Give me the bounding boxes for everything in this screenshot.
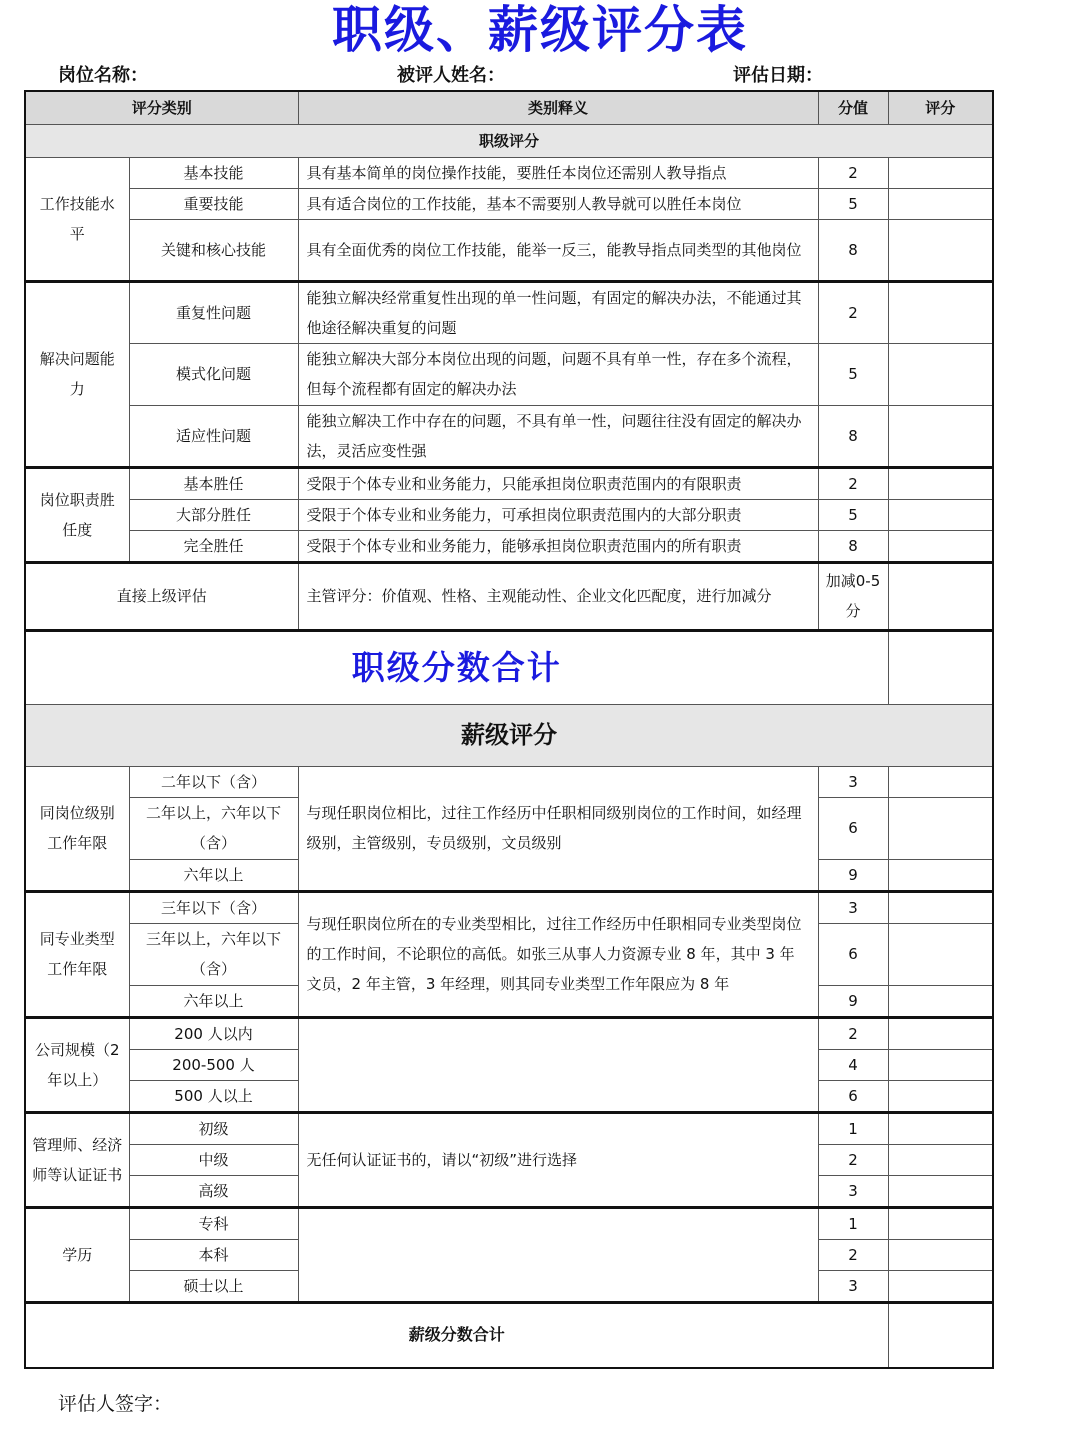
score-cell[interactable]: [888, 188, 993, 219]
score-cell[interactable]: [888, 859, 993, 891]
group-label: 岗位职责胜任度: [25, 467, 129, 562]
item-points: 5: [818, 343, 888, 405]
page-title: 职级、薪级评分表: [332, 1, 748, 59]
item-points: 2: [818, 1144, 888, 1175]
total-row: [25, 630, 993, 704]
item-points: 3: [818, 891, 888, 923]
score-cell[interactable]: [888, 281, 993, 343]
score-cell[interactable]: [888, 923, 993, 985]
score-cell[interactable]: [888, 343, 993, 405]
table-row: [25, 530, 993, 562]
item-description: 受限于个体专业和业务能力，只能承担岗位职责范围内的有限职责: [298, 467, 818, 499]
item-description: 具有基本简单的岗位操作技能，要胜任本岗位还需别人教导指点: [298, 157, 818, 188]
group-label: 学历: [25, 1207, 129, 1302]
table-row: [25, 1207, 993, 1239]
sub-item: 三年以上，六年以下（含）: [129, 923, 298, 985]
sub-item: 模式化问题: [129, 343, 298, 405]
job-total-label: 职级分数合计: [25, 630, 888, 704]
score-table: [24, 90, 994, 1369]
item-description: 能独立解决工作中存在的问题，不具有单一性，问题往往没有固定的解决办法，灵活应变性强: [298, 405, 818, 467]
item-description: 具有适合岗位的工作技能，基本不需要别人教导就可以胜任本岗位: [298, 188, 818, 219]
item-points: 3: [818, 1270, 888, 1302]
item-points: 6: [818, 923, 888, 985]
item-points: 2: [818, 1017, 888, 1049]
sub-item: 本科: [129, 1239, 298, 1270]
table-row: [25, 1112, 993, 1144]
sub-item: 二年以下（含）: [129, 766, 298, 797]
item-points: 5: [818, 499, 888, 530]
total-row: [25, 1302, 993, 1368]
item-description: 受限于个体专业和业务能力，能够承担岗位职责范围内的所有职责: [298, 530, 818, 562]
score-cell[interactable]: [888, 1017, 993, 1049]
evaluatee-name-label: 被评人姓名：: [397, 65, 505, 86]
sub-item: 中级: [129, 1144, 298, 1175]
table-row: [25, 343, 993, 405]
table-row: [25, 219, 993, 281]
score-cell[interactable]: [888, 891, 993, 923]
item-points: 6: [818, 1080, 888, 1112]
score-cell[interactable]: [888, 1144, 993, 1175]
sub-item: 三年以下（含）: [129, 891, 298, 923]
sub-item: 基本胜任: [129, 467, 298, 499]
group-label: 工作技能水平: [25, 157, 129, 281]
item-points: 1: [818, 1112, 888, 1144]
group-label: 同专业类型工作年限: [25, 891, 129, 1017]
table-row: [25, 562, 993, 630]
item-points: 2: [818, 157, 888, 188]
sub-item: 高级: [129, 1175, 298, 1207]
sub-item: 完全胜任: [129, 530, 298, 562]
item-points: 2: [818, 1239, 888, 1270]
item-points: 8: [818, 219, 888, 281]
score-cell[interactable]: [888, 219, 993, 281]
salary-total-cell[interactable]: [888, 1302, 993, 1368]
table-row: [25, 766, 993, 797]
group-label: 公司规模（2年以上）: [25, 1017, 129, 1112]
score-cell[interactable]: [888, 405, 993, 467]
sub-item: 专科: [129, 1207, 298, 1239]
sub-item: 200-500 人: [129, 1049, 298, 1080]
sub-item: 初级: [129, 1112, 298, 1144]
sub-item: 大部分胜任: [129, 499, 298, 530]
salary-section-title: 薪级评分: [25, 704, 993, 766]
item-description: 能独立解决经常重复性出现的单一性问题，有固定的解决办法，不能通过其他途径解决重复的问题: [298, 281, 818, 343]
table-row: [25, 467, 993, 499]
score-cell[interactable]: [888, 1112, 993, 1144]
item-points: 1: [818, 1207, 888, 1239]
header-score: 评分: [888, 91, 993, 124]
salary-total-label: 薪级分数合计: [25, 1302, 888, 1368]
item-description: 能独立解决大部分本岗位出现的问题，问题不具有单一性，存在多个流程，但每个流程都有固定的解决办法: [298, 343, 818, 405]
item-description: 无任何认证证书的，请以“初级”进行选择: [298, 1112, 818, 1207]
sub-item: 硕士以上: [129, 1270, 298, 1302]
item-points: 3: [818, 1175, 888, 1207]
score-cell[interactable]: [888, 797, 993, 859]
evaluation-date-label: 评估日期：: [733, 65, 823, 86]
score-cell[interactable]: [888, 1270, 993, 1302]
item-points: 8: [818, 405, 888, 467]
section-row: [25, 124, 993, 157]
score-cell[interactable]: [888, 467, 993, 499]
sub-item: 500 人以上: [129, 1080, 298, 1112]
sub-item: 六年以上: [129, 985, 298, 1017]
sub-item: 基本技能: [129, 157, 298, 188]
group-label: 解决问题能力: [25, 281, 129, 467]
score-cell[interactable]: [888, 985, 993, 1017]
sub-item: 二年以上，六年以下（含）: [129, 797, 298, 859]
group-label: 管理师、经济师等认证证书: [25, 1112, 129, 1207]
item-points: 4: [818, 1049, 888, 1080]
table-row: [25, 157, 993, 188]
sub-item: 六年以上: [129, 859, 298, 891]
score-cell[interactable]: [888, 499, 993, 530]
sub-item: 重要技能: [129, 188, 298, 219]
item-points: 8: [818, 530, 888, 562]
score-cell[interactable]: [888, 1207, 993, 1239]
job-section-title: 职级评分: [25, 124, 993, 157]
header-row: [25, 91, 993, 124]
item-description: 主管评分：价值观、性格、主观能动性、企业文化匹配度，进行加减分: [298, 562, 818, 630]
sub-item: 重复性问题: [129, 281, 298, 343]
item-points: 6: [818, 797, 888, 859]
table-row: [25, 281, 993, 343]
item-description: 受限于个体专业和业务能力，可承担岗位职责范围内的大部分职责: [298, 499, 818, 530]
sub-item: 关键和核心技能: [129, 219, 298, 281]
table-row: [25, 499, 993, 530]
score-cell[interactable]: [888, 766, 993, 797]
table-row: [25, 1017, 993, 1049]
item-description: 与现任职岗位所在的专业类型相比，过往工作经历中任职相同专业类型岗位的工作时间，不论职位的高低。如张三从事人力资源专业 8 年，其中 3 年文员，2 年主管，3 年经理，则其同专业类型工作年限应为 8 年: [298, 891, 818, 1017]
position-name-label: 岗位名称：: [58, 65, 148, 86]
section-row: [25, 704, 993, 766]
sub-item: 200 人以内: [129, 1017, 298, 1049]
job-total-cell[interactable]: [888, 630, 993, 704]
item-points: 加减0-5分: [818, 562, 888, 630]
score-cell[interactable]: [888, 1175, 993, 1207]
header-category: 评分类别: [25, 91, 298, 124]
item-description: [298, 1017, 818, 1112]
group-label: 同岗位级别工作年限: [25, 766, 129, 891]
item-points: 5: [818, 188, 888, 219]
table-row: [25, 405, 993, 467]
header-points: 分值: [818, 91, 888, 124]
header-explanation: 类别释义: [298, 91, 818, 124]
score-cell[interactable]: [888, 1049, 993, 1080]
item-points: 2: [818, 281, 888, 343]
item-points: 9: [818, 859, 888, 891]
evaluator-signature-label: 评估人签字：: [58, 1393, 173, 1415]
item-description: [298, 1207, 818, 1302]
sub-item: 适应性问题: [129, 405, 298, 467]
item-points: 3: [818, 766, 888, 797]
item-points: 9: [818, 985, 888, 1017]
score-cell[interactable]: [888, 1080, 993, 1112]
item-description: 具有全面优秀的岗位工作技能，能举一反三，能教导指点同类型的其他岗位: [298, 219, 818, 281]
score-cell[interactable]: [888, 530, 993, 562]
table-row: [25, 188, 993, 219]
score-cell[interactable]: [888, 562, 993, 630]
item-points: 2: [818, 467, 888, 499]
table-row: [25, 891, 993, 923]
group-label: 直接上级评估: [25, 562, 298, 630]
score-cell[interactable]: [888, 157, 993, 188]
item-description: 与现任职岗位相比，过往工作经历中任职相同级别岗位的工作时间，如经理级别，主管级别，专员级别，文员级别: [298, 766, 818, 891]
score-cell[interactable]: [888, 1239, 993, 1270]
